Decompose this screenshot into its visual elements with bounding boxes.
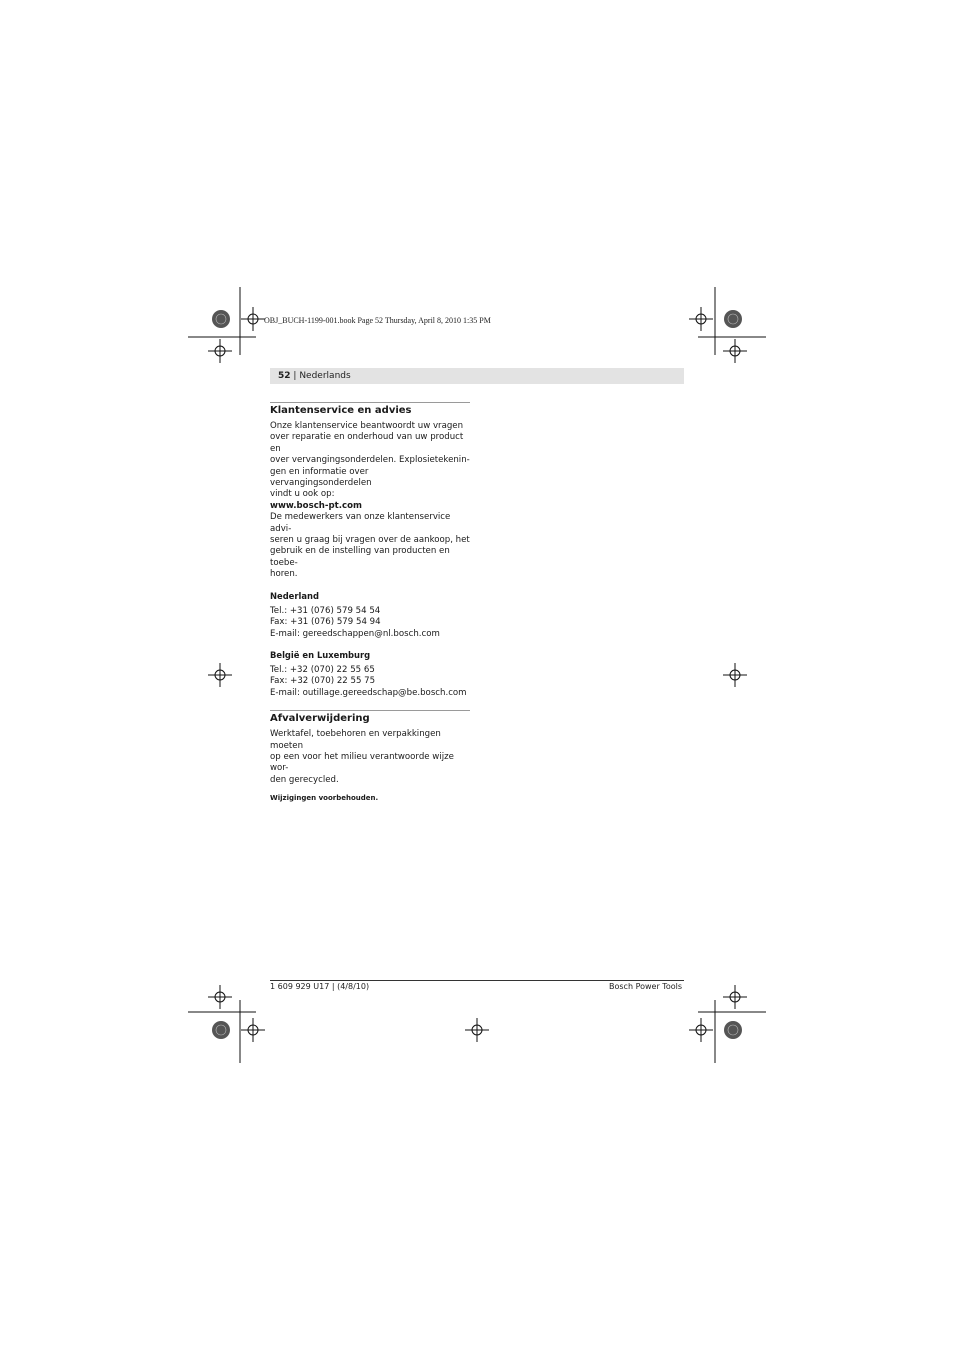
disposal-text: Werktafel, toebehoren en verpakkingen moeten op een voor het milieu verantwoorde wijze wor- den gerecycled. (270, 729, 454, 785)
be-tel: Tel.: +32 (070) 22 55 65 (270, 664, 375, 675)
disposal-title: Afvalverwijdering (270, 713, 370, 725)
section-rule (270, 710, 470, 711)
be-fax: Fax: +32 (070) 22 55 75 (270, 676, 376, 687)
website-link[interactable]: www.bosch-pt.com (270, 500, 362, 511)
nl-tel: Tel.: +31 (076) 579 54 54 (270, 605, 381, 616)
page-header (270, 368, 684, 384)
nl-fax: Fax: +31 (076) 579 54 94 (270, 617, 381, 628)
nl-heading: Nederland (270, 590, 319, 601)
nl-email: E-mail: gereedschappen@nl.bosch.com (270, 628, 440, 639)
section-rule (270, 402, 470, 403)
footer-doc-number: 1 609 929 U17 | (4/8/10) (270, 982, 370, 991)
customer-service-intro: Onze klantenservice beantwoordt uw vragen over reparatie en onderhoud van uw product en over vervangingsonderdelen. Explosietekenin- gen en informatie over vervangingsonderdelen vindt u ook op: (270, 421, 470, 500)
print-slug-line: OBJ_BUCH-1199-001.book Page 52 Thursday, April 8, 2010 1:35 PM (264, 316, 491, 325)
page-number: 52 (278, 371, 291, 381)
changes-notice: Wijzigingen voorbehouden. (270, 794, 379, 803)
customer-service-advice: De medewerkers van onze klantenservice advi- seren u graag bij vragen over de aankoop, het gebruik en de instelling van producten en toebe- horen. (270, 512, 470, 580)
header-section: Nederlands (299, 371, 351, 381)
footer-rule (270, 980, 684, 981)
be-email: E-mail: outillage.gereedschap@be.bosch.com (270, 687, 467, 698)
be-heading: België en Luxemburg (270, 649, 371, 660)
customer-service-title: Klantenservice en advies (270, 405, 412, 416)
header-separator: | (293, 371, 297, 381)
content-column (270, 402, 470, 802)
footer-brand: Bosch Power Tools (609, 982, 682, 991)
